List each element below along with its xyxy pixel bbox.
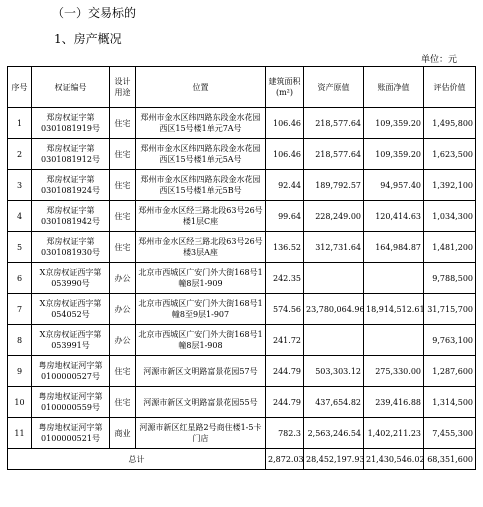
cell-area: 244.79 — [266, 356, 304, 387]
cell-area: 99.64 — [266, 201, 304, 232]
header-cert: 权证编号 — [32, 67, 110, 108]
cell-net-value: 275,330.00 — [364, 356, 424, 387]
header-location: 位置 — [136, 67, 266, 108]
cell-location: 郑州市金水区纬四路东段金水花园西区15号楼1单元5B号 — [136, 170, 266, 201]
table-row — [8, 139, 476, 170]
cell-location: 北京市西城区广安门外大街168号1幢8层1-909 — [136, 263, 266, 294]
cell-no: 11 — [8, 418, 32, 449]
cell-cert: 粤房地权证河字第0100000521号 — [32, 418, 110, 449]
cell-location: 郑州市金水区纬四路东段金水花园西区15号楼1单元5A号 — [136, 139, 266, 170]
cell-cert: 郑房权证字第0301081924号 — [32, 170, 110, 201]
cell-net-value: 120,414.63 — [364, 201, 424, 232]
cell-use: 住宅 — [110, 139, 136, 170]
cell-location: 郑州市金水区经三路北段63号26号楼1层C座 — [136, 201, 266, 232]
header-area: 建筑面积(m²) — [266, 67, 304, 108]
unit-label: 单位：元 — [420, 55, 457, 65]
cell-location: 北京市西城区广安门外大街168号1幢8至9层1-907 — [136, 294, 266, 325]
cell-net-value — [364, 325, 424, 356]
cell-original-value — [304, 263, 364, 294]
cell-use: 住宅 — [110, 387, 136, 418]
cell-eval-value: 1,495,800 — [424, 108, 476, 139]
table-row — [8, 418, 476, 449]
subsection-heading: 1、房产概况 — [54, 32, 122, 46]
cell-net-value: 109,359.20 — [364, 139, 424, 170]
cell-area: 136.52 — [266, 232, 304, 263]
total-net-value: 21,430,546.02 — [364, 449, 424, 470]
cell-net-value: 18,914,512.61 — [364, 294, 424, 325]
cell-cert: 粤房地权证河字第0100000527号 — [32, 356, 110, 387]
cell-net-value: 1,402,211.23 — [364, 418, 424, 449]
cell-eval-value: 1,034,300 — [424, 201, 476, 232]
cell-eval-value: 9,788,500 — [424, 263, 476, 294]
cell-no: 9 — [8, 356, 32, 387]
cell-net-value: 109,359.20 — [364, 108, 424, 139]
cell-area: 242.35 — [266, 263, 304, 294]
cell-use: 住宅 — [110, 201, 136, 232]
cell-use: 办公 — [110, 294, 136, 325]
cell-original-value: 218,577.64 — [304, 139, 364, 170]
cell-cert: 郑房权证字第0301081912号 — [32, 139, 110, 170]
cell-location: 郑州市金水区纬四路东段金水花园西区15号楼1单元7A号 — [136, 108, 266, 139]
cell-eval-value: 9,763,100 — [424, 325, 476, 356]
cell-use: 办公 — [110, 263, 136, 294]
cell-no: 8 — [8, 325, 32, 356]
cell-no: 4 — [8, 201, 32, 232]
cell-cert: 郑房权证字第0301081930号 — [32, 232, 110, 263]
property-table — [7, 66, 476, 470]
cell-original-value: 23,780,064.96 — [304, 294, 364, 325]
cell-area: 106.46 — [266, 139, 304, 170]
cell-cert: X京房权证西字第054052号 — [32, 294, 110, 325]
cell-original-value: 437,654.82 — [304, 387, 364, 418]
cell-use: 住宅 — [110, 108, 136, 139]
cell-original-value: 503,303.12 — [304, 356, 364, 387]
cell-no: 2 — [8, 139, 32, 170]
total-eval-value: 68,351,600 — [424, 449, 476, 470]
cell-location: 河源市新区文明路富景花园57号 — [136, 356, 266, 387]
cell-cert: 郑房权证字第0301081942号 — [32, 201, 110, 232]
cell-eval-value: 1,314,500 — [424, 387, 476, 418]
cell-location: 河源市新区文明路富景花园55号 — [136, 387, 266, 418]
cell-area: 782.3 — [266, 418, 304, 449]
table-row — [8, 108, 476, 139]
cell-eval-value: 1,623,500 — [424, 139, 476, 170]
cell-eval-value: 1,481,200 — [424, 232, 476, 263]
cell-no: 5 — [8, 232, 32, 263]
cell-location: 河源市新区红星路2号商住楼1-5卡门店 — [136, 418, 266, 449]
cell-cert: 郑房权证字第0301081919号 — [32, 108, 110, 139]
cell-location: 郑州市金水区经三路北段63号26号楼3层A座 — [136, 232, 266, 263]
cell-use: 住宅 — [110, 232, 136, 263]
cell-no: 3 — [8, 170, 32, 201]
table-row — [8, 356, 476, 387]
cell-eval-value: 7,455,300 — [424, 418, 476, 449]
cell-no: 7 — [8, 294, 32, 325]
cell-eval-value: 1,392,100 — [424, 170, 476, 201]
total-label: 总计 — [8, 449, 266, 470]
cell-original-value: 2,563,246.54 — [304, 418, 364, 449]
cell-area: 244.79 — [266, 387, 304, 418]
section-heading: （一）交易标的 — [52, 6, 137, 20]
cell-net-value: 239,416.88 — [364, 387, 424, 418]
header-no: 序号 — [8, 67, 32, 108]
total-original-value: 28,452,197.93 — [304, 449, 364, 470]
table-row — [8, 294, 476, 325]
cell-use: 住宅 — [110, 356, 136, 387]
cell-no: 10 — [8, 387, 32, 418]
table-row — [8, 201, 476, 232]
cell-area: 106.46 — [266, 108, 304, 139]
cell-cert: 粤房地权证河字第0100000559号 — [32, 387, 110, 418]
cell-area: 574.56 — [266, 294, 304, 325]
cell-area: 241.72 — [266, 325, 304, 356]
table-row — [8, 387, 476, 418]
cell-original-value: 189,792.57 — [304, 170, 364, 201]
cell-no: 6 — [8, 263, 32, 294]
cell-original-value: 228,249.00 — [304, 201, 364, 232]
table-row — [8, 232, 476, 263]
cell-original-value: 312,731.64 — [304, 232, 364, 263]
total-row — [8, 449, 476, 470]
table-header-row — [8, 67, 476, 108]
table-row — [8, 325, 476, 356]
header-use: 设计用途 — [110, 67, 136, 108]
cell-eval-value: 31,715,700 — [424, 294, 476, 325]
cell-use: 商业 — [110, 418, 136, 449]
cell-net-value: 164,984.87 — [364, 232, 424, 263]
cell-use: 办公 — [110, 325, 136, 356]
cell-original-value — [304, 325, 364, 356]
cell-cert: X京房权证西字第053990号 — [32, 263, 110, 294]
cell-eval-value: 1,287,600 — [424, 356, 476, 387]
header-net-value: 账面净值 — [364, 67, 424, 108]
cell-original-value: 218,577.64 — [304, 108, 364, 139]
total-area: 2,872.03 — [266, 449, 304, 470]
table-row — [8, 170, 476, 201]
cell-location: 北京市西城区广安门外大街168号1幢8层1-908 — [136, 325, 266, 356]
cell-no: 1 — [8, 108, 32, 139]
header-original-value: 资产原值 — [304, 67, 364, 108]
cell-net-value: 94,957.40 — [364, 170, 424, 201]
cell-cert: X京房权证西字第053991号 — [32, 325, 110, 356]
cell-net-value — [364, 263, 424, 294]
cell-use: 住宅 — [110, 170, 136, 201]
table-row — [8, 263, 476, 294]
cell-area: 92.44 — [266, 170, 304, 201]
header-eval-value: 评估价值 — [424, 67, 476, 108]
